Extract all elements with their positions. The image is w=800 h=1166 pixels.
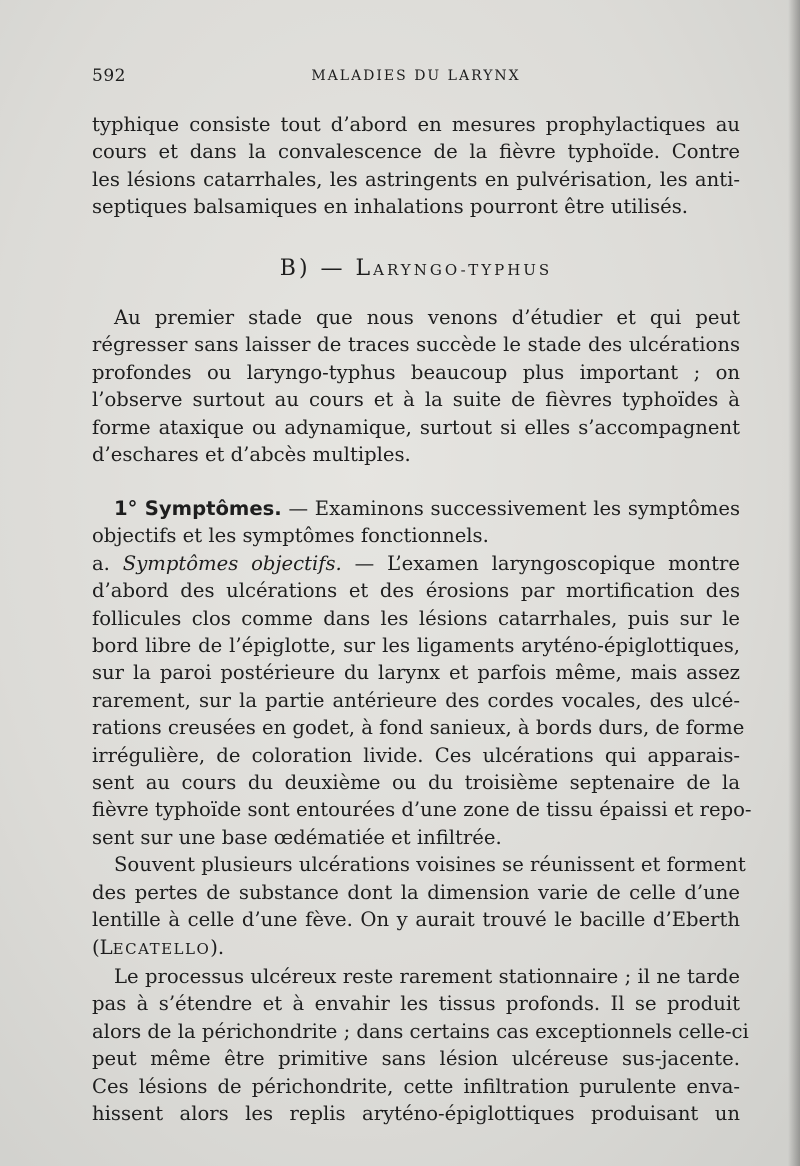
text-line: régresser sans laisser de traces succède le stade des ulcérations [92,333,740,357]
symptoms-heading: 1° Symptômes. [114,497,282,520]
text-line: sent au cours du deuxième ou du troisième septenaire de la [92,771,740,795]
text-line: Ces lésions de périchondrite, cette infiltration purulente enva- [92,1074,740,1098]
text-line: hissent alors les replis aryténo-épiglottiques produisant un [92,1101,740,1125]
text-line: cours et dans la convalescence de la fièvre typhoïde. Contre [92,140,740,164]
paragraph-intro [92,111,740,221]
subsection-a-rest: — L’examen laryngoscopique montre [341,551,741,575]
subsection-a-letter: a. [92,551,123,575]
text-line: bord libre de l’épiglotte, sur les ligaments aryténo-épiglottiques, [92,634,740,658]
section-title-smallcaps: ARYNGO-TYPHUS [373,261,553,279]
text-line: profondes ou laryngo-typhus beaucoup plus important ; on [92,360,740,384]
section-title [92,256,740,281]
text-line: sent sur une base œdématiée et infiltrée. [92,825,502,849]
subsection-a-title: Symptômes objectifs. [122,551,342,575]
paragraph-symptoms [92,495,752,1127]
subsection-a-line [92,550,740,577]
running-title: MALADIES DU LARYNX [311,68,521,84]
text-line: objectifs et les symptômes fonctionnels. [92,524,489,548]
text-line: follicules clos comme dans les lésions catarrhales, puis sur le [92,606,740,630]
citation-name: ECATELLO [112,939,211,958]
symptoms-first-line [92,495,740,522]
text-line: sur la paroi postérieure du larynx et parfois même, mais assez [92,661,740,685]
text-line: lentille à celle d’une fève. On y aurait trouvé le bacille d’Eberth [92,908,740,932]
text-line: peut même être primitive sans lésion ulcéreuse sus-jacente. [92,1047,740,1071]
text-line: l’observe surtout au cours et à la suite de fièvres typhoïdes à [92,388,740,412]
symptoms-line1-rest: — Examinons successivement les symptômes [281,497,740,520]
text-line: d’eschares et d’abcès multiples. [92,443,411,467]
text-line: Le processus ulcéreux reste rarement stationnaire ; il ne tarde [114,964,740,988]
text-line: Au premier stade que nous venons d’étudier et qui peut [114,306,740,329]
text-line: d’abord des ulcérations et des érosions par mortification des [92,579,740,603]
citation-open: (L [92,935,113,959]
text-line: typhique consiste tout d’abord en mesures prophylactiques au [92,113,740,136]
text-line: des pertes de substance dont la dimension varie de celle d’une [92,880,740,904]
citation-close: ). [210,935,225,959]
paragraph-stage [92,304,740,468]
text-line: pas à s’étendre et à envahir les tissus profonds. Il se produit [92,992,740,1016]
text-line: septiques balsamiques en inhalations pourront être utilisés. [92,195,689,219]
text-line: rarement, sur la partie antérieure des cordes vocales, des ulcé- [92,688,740,712]
text-line: Souvent plusieurs ulcérations voisines se réunissent et forment [114,853,746,877]
text-line: fièvre typhoïde sont entourées d’une zone de tissu épaissi et repo- [92,798,752,822]
page-header [92,66,740,90]
page-number: 592 [92,66,126,86]
citation-line [92,934,740,963]
section-prefix: B) — L [279,256,374,281]
text-line: les lésions catarrhales, les astringents en pulvérisation, les anti- [92,167,740,191]
text-line: alors de la périchondrite ; dans certains cas exceptionnels celle-ci [92,1019,749,1043]
text-line: forme ataxique ou adynamique, surtout si elles s’accompagnent [92,415,740,439]
text-line: irrégulière, de coloration livide. Ces ulcérations qui apparais- [92,743,740,767]
text-line: rations creusées en godet, à fond sanieux, à bords durs, de forme [92,716,745,740]
